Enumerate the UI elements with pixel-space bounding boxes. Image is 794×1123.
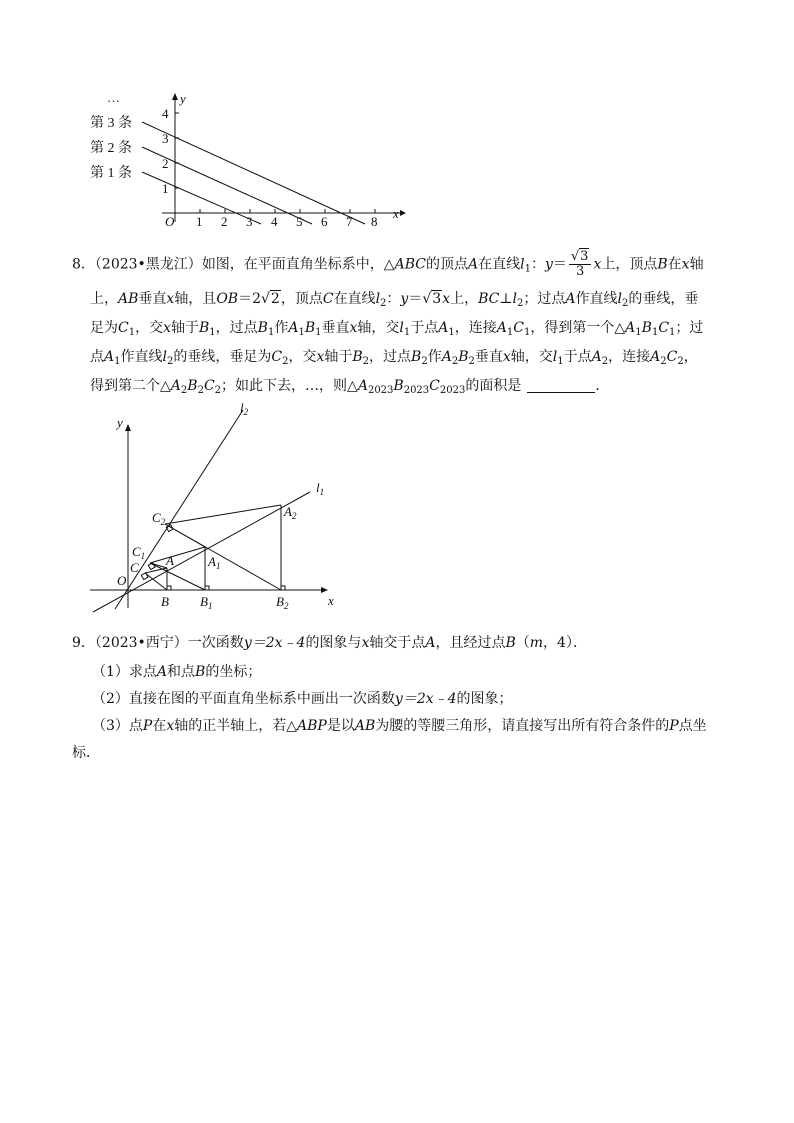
x-tick-label: 6	[321, 214, 328, 229]
q9-source: （2023•西宁）	[94, 635, 188, 651]
q8-source: （2023•黑龙江）	[94, 256, 202, 273]
x-axis-arrow	[400, 210, 406, 216]
x-tick-label: 3	[246, 214, 253, 229]
q9-part-3-cont: 标．	[72, 745, 100, 761]
q8-line-3: 足为$C_1$，交x轴于$B_1$，过点$B_1$作$A_1B_1$垂直x轴，交$l_1$于点$A_1$，连接$A_1C_1$，得到第一个$\triangle A_1B_1C_1$；过	[90, 320, 704, 338]
y-axis-arrow	[125, 424, 131, 431]
y-axis-label: y	[117, 415, 123, 430]
q9-part-3: （3）点P在x轴的正半轴上，若△ABP是以AB为腰的等腰三角形，请直接写出所有符合条件的P点坐	[92, 718, 707, 734]
q9-number: 9．	[72, 635, 95, 651]
y-tick-label: 4	[162, 106, 169, 121]
c1-label: $C_1$	[132, 544, 146, 561]
x-tick-label: 1	[196, 214, 203, 229]
x-axis-label: x	[393, 206, 399, 221]
b1-label: $B_1$	[200, 594, 213, 611]
q8-line-4: 点$A_1$作直线$l_2$的垂线，垂足为$C_2$，交x轴于$B_2$，过点$B_2$作$A_2B_2$垂直x轴，交$l_1$于点$A_2$，连接$A_2C_2$，	[90, 349, 698, 367]
l2-label: $l_2$	[240, 400, 249, 417]
line-1-label: 第 1 条	[90, 166, 132, 181]
y-axis-label: y	[180, 91, 186, 106]
dots-label: …	[107, 90, 120, 105]
q9-part-2: （2）直接在图的平面直角坐标系中画出一次函数y＝2x﹣4的图象；	[92, 691, 513, 707]
line-l2	[115, 410, 243, 609]
c2-label: $C_2$	[152, 510, 166, 527]
b-label: B	[161, 594, 169, 609]
figure-triangles	[85, 400, 345, 615]
a1-label: $A_1$	[208, 554, 221, 571]
q9-line-1: 9．（2023•西宁）一次函数y＝2x﹣4的图象与x轴交于点A，且经过点B（m，4）．	[72, 635, 587, 651]
x-tick-label: 4	[271, 214, 278, 229]
y-tick-label: 3	[162, 131, 169, 146]
x-axis-arrow	[321, 587, 328, 593]
line-3-label: 第 3 条	[90, 116, 132, 131]
figure-triangles-svg	[85, 400, 345, 615]
q8-line-5: 得到第二个$\triangle A_2B_2C_2$；如此下去，…，则$\triangle A_{2023}B_{2023}C_{2023}$的面积是 ．	[90, 378, 610, 396]
x-tick-label: 7	[346, 214, 353, 229]
y-tick-label: 1	[162, 181, 169, 196]
l1-label: $l_1$	[316, 480, 325, 497]
answer-blank	[527, 378, 595, 393]
q8-line-2: 上，AB垂直x轴，且OB＝2√2，顶点C在直线$l_2$：y＝√3x上，$BC\perp l_2$；过点A作直线$l_2$的垂线，垂	[90, 291, 699, 309]
q8-line-1: 8．（2023•黑龙江）如图，在平面直角坐标系中，△ABC的顶点A在直线$l_1$：y＝ $\frac{√3}{3}$ x上，顶点B在x轴	[72, 249, 704, 279]
y-tick-label: 2	[162, 156, 169, 171]
b2-label: $B_2$	[276, 594, 289, 611]
line-2-label: 第 2 条	[90, 141, 132, 156]
x-tick-label: 5	[296, 214, 303, 229]
figure-parallel-lines	[80, 88, 410, 233]
q8-number: 8．	[72, 256, 95, 273]
a-label: A	[166, 553, 174, 568]
origin-label: O	[165, 214, 175, 229]
c-label: C	[130, 560, 139, 575]
sqrt3-over-3: $\frac{√3}{3}$	[569, 250, 592, 279]
y-axis-arrow	[172, 93, 178, 100]
a2-label: $A_2$	[284, 504, 297, 521]
x-axis-label: x	[328, 593, 334, 608]
figure-parallel-lines-svg	[80, 88, 410, 233]
x-tick-label: 8	[371, 214, 378, 229]
x-tick-label: 2	[221, 214, 228, 229]
q9-part-1: （1）求点A和点B的坐标；	[92, 664, 262, 680]
origin-label: O	[117, 573, 127, 588]
